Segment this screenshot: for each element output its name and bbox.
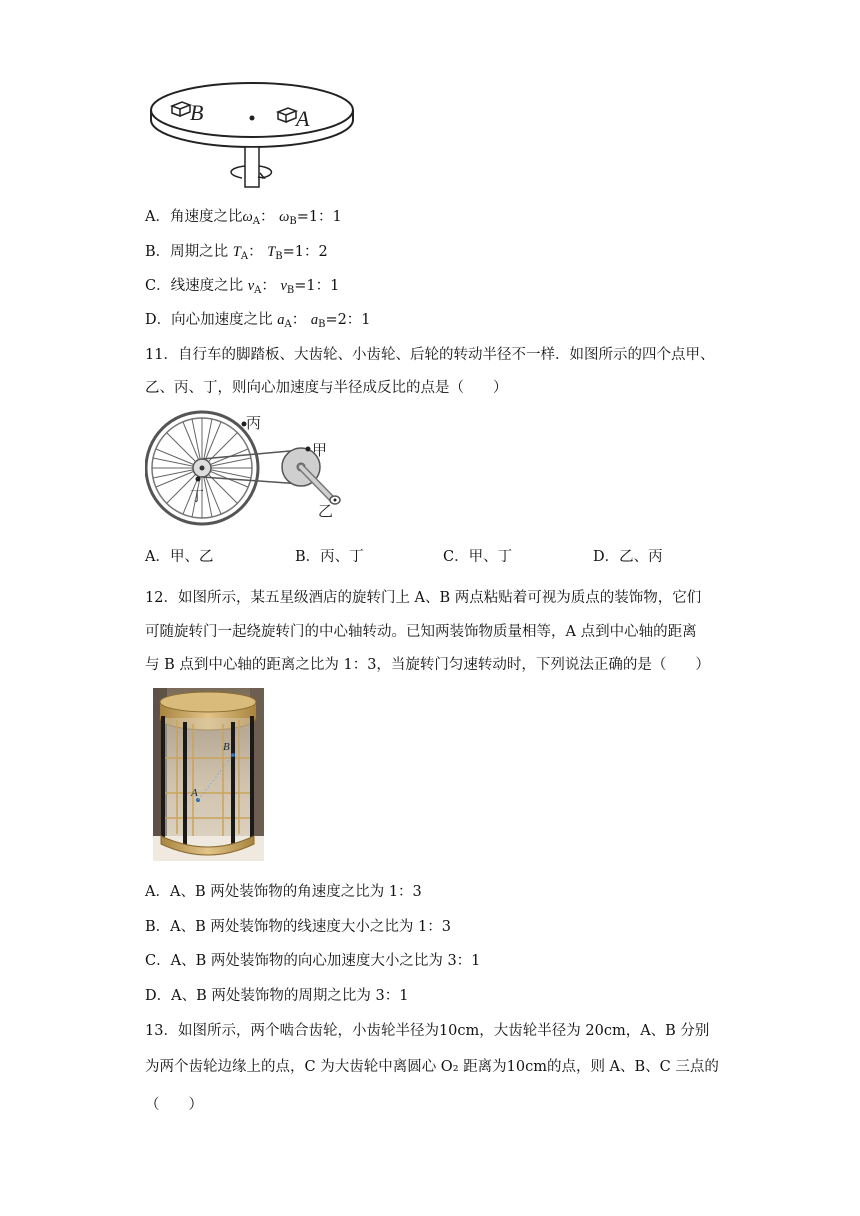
- label-b: B: [190, 100, 204, 125]
- q11-stem-line-2: 乙、丙、丁，则向心加速度与半径成反比的点是（ ）: [145, 380, 508, 396]
- label-a: A: [296, 106, 310, 131]
- q13-stem-line-1: 13．如图所示，两个啮合齿轮，小齿轮半径为10cm，大齿轮半径为 20cm，A、B 分别: [145, 1023, 710, 1039]
- q10-option-b: B．周期之比 $T_A$： $T_B=1$：2: [145, 244, 328, 262]
- label-bing: 丙: [246, 414, 262, 432]
- label-yi: 乙: [318, 502, 334, 520]
- q12-option-d: D．A、B 两处装饰物的周期之比为 3：1: [145, 988, 409, 1004]
- label-jia: 甲: [312, 441, 328, 459]
- label-ding: 丁: [190, 489, 204, 505]
- q11-option-b: B．丙、丁: [295, 549, 364, 565]
- q12-option-a: A．A、B 两处装饰物的角速度之比为 1：3: [145, 884, 422, 900]
- revolving-door-photo: [153, 688, 264, 861]
- q12-stem-line-1: 12．如图所示，某五星级酒店的旋转门上 A、B 两点粘贴着可视为质点的装饰物，它们: [145, 590, 702, 606]
- photo-label-a: A: [191, 787, 198, 799]
- q12-stem-line-2: 可随旋转门一起绕旋转门的中心轴转动。已知两装饰物质量相等，A 点到中心轴的距离: [145, 624, 697, 640]
- turntable-figure: [150, 80, 370, 192]
- q12-stem-line-3: 与 B 点到中心轴的距离之比为 1：3，当旋转门匀速转动时，下列说法正确的是（ ）: [145, 657, 710, 673]
- q13-stem-line-3: （ ）: [145, 1097, 203, 1113]
- q12-option-c: C．A、B 两处装饰物的向心加速度大小之比为 3：1: [145, 953, 481, 969]
- q12-option-b: B．A、B 两处装饰物的线速度大小之比为 1：3: [145, 919, 451, 935]
- q13-stem-line-2: 为两个齿轮边缘上的点，C 为大齿轮中离圆心 O₂ 距离为10cm的点，则 A、B、C 三点的: [145, 1059, 719, 1075]
- q11-option-d: D．乙、丙: [593, 549, 663, 565]
- q11-option-c: C．甲、丁: [443, 549, 513, 565]
- q11-option-a: A．甲、乙: [145, 549, 214, 565]
- bicycle-figure: [145, 408, 375, 533]
- q10-option-c: C．线速度之比 $v_A$： $v_B=1$：1: [145, 278, 340, 296]
- q10-option-a: A．角速度之比$\omega_A$： $\omega_B=1$：1: [145, 209, 342, 227]
- q10-option-d: D．向心加速度之比 $a_A$： $a_B=2$：1: [145, 312, 371, 330]
- q11-stem-line-1: 11．自行车的脚踏板、大齿轮、小齿轮、后轮的转动半径不一样．如图所示的四个点甲、: [145, 347, 715, 363]
- q11-options-row: [145, 545, 705, 567]
- photo-label-b: B: [223, 741, 230, 753]
